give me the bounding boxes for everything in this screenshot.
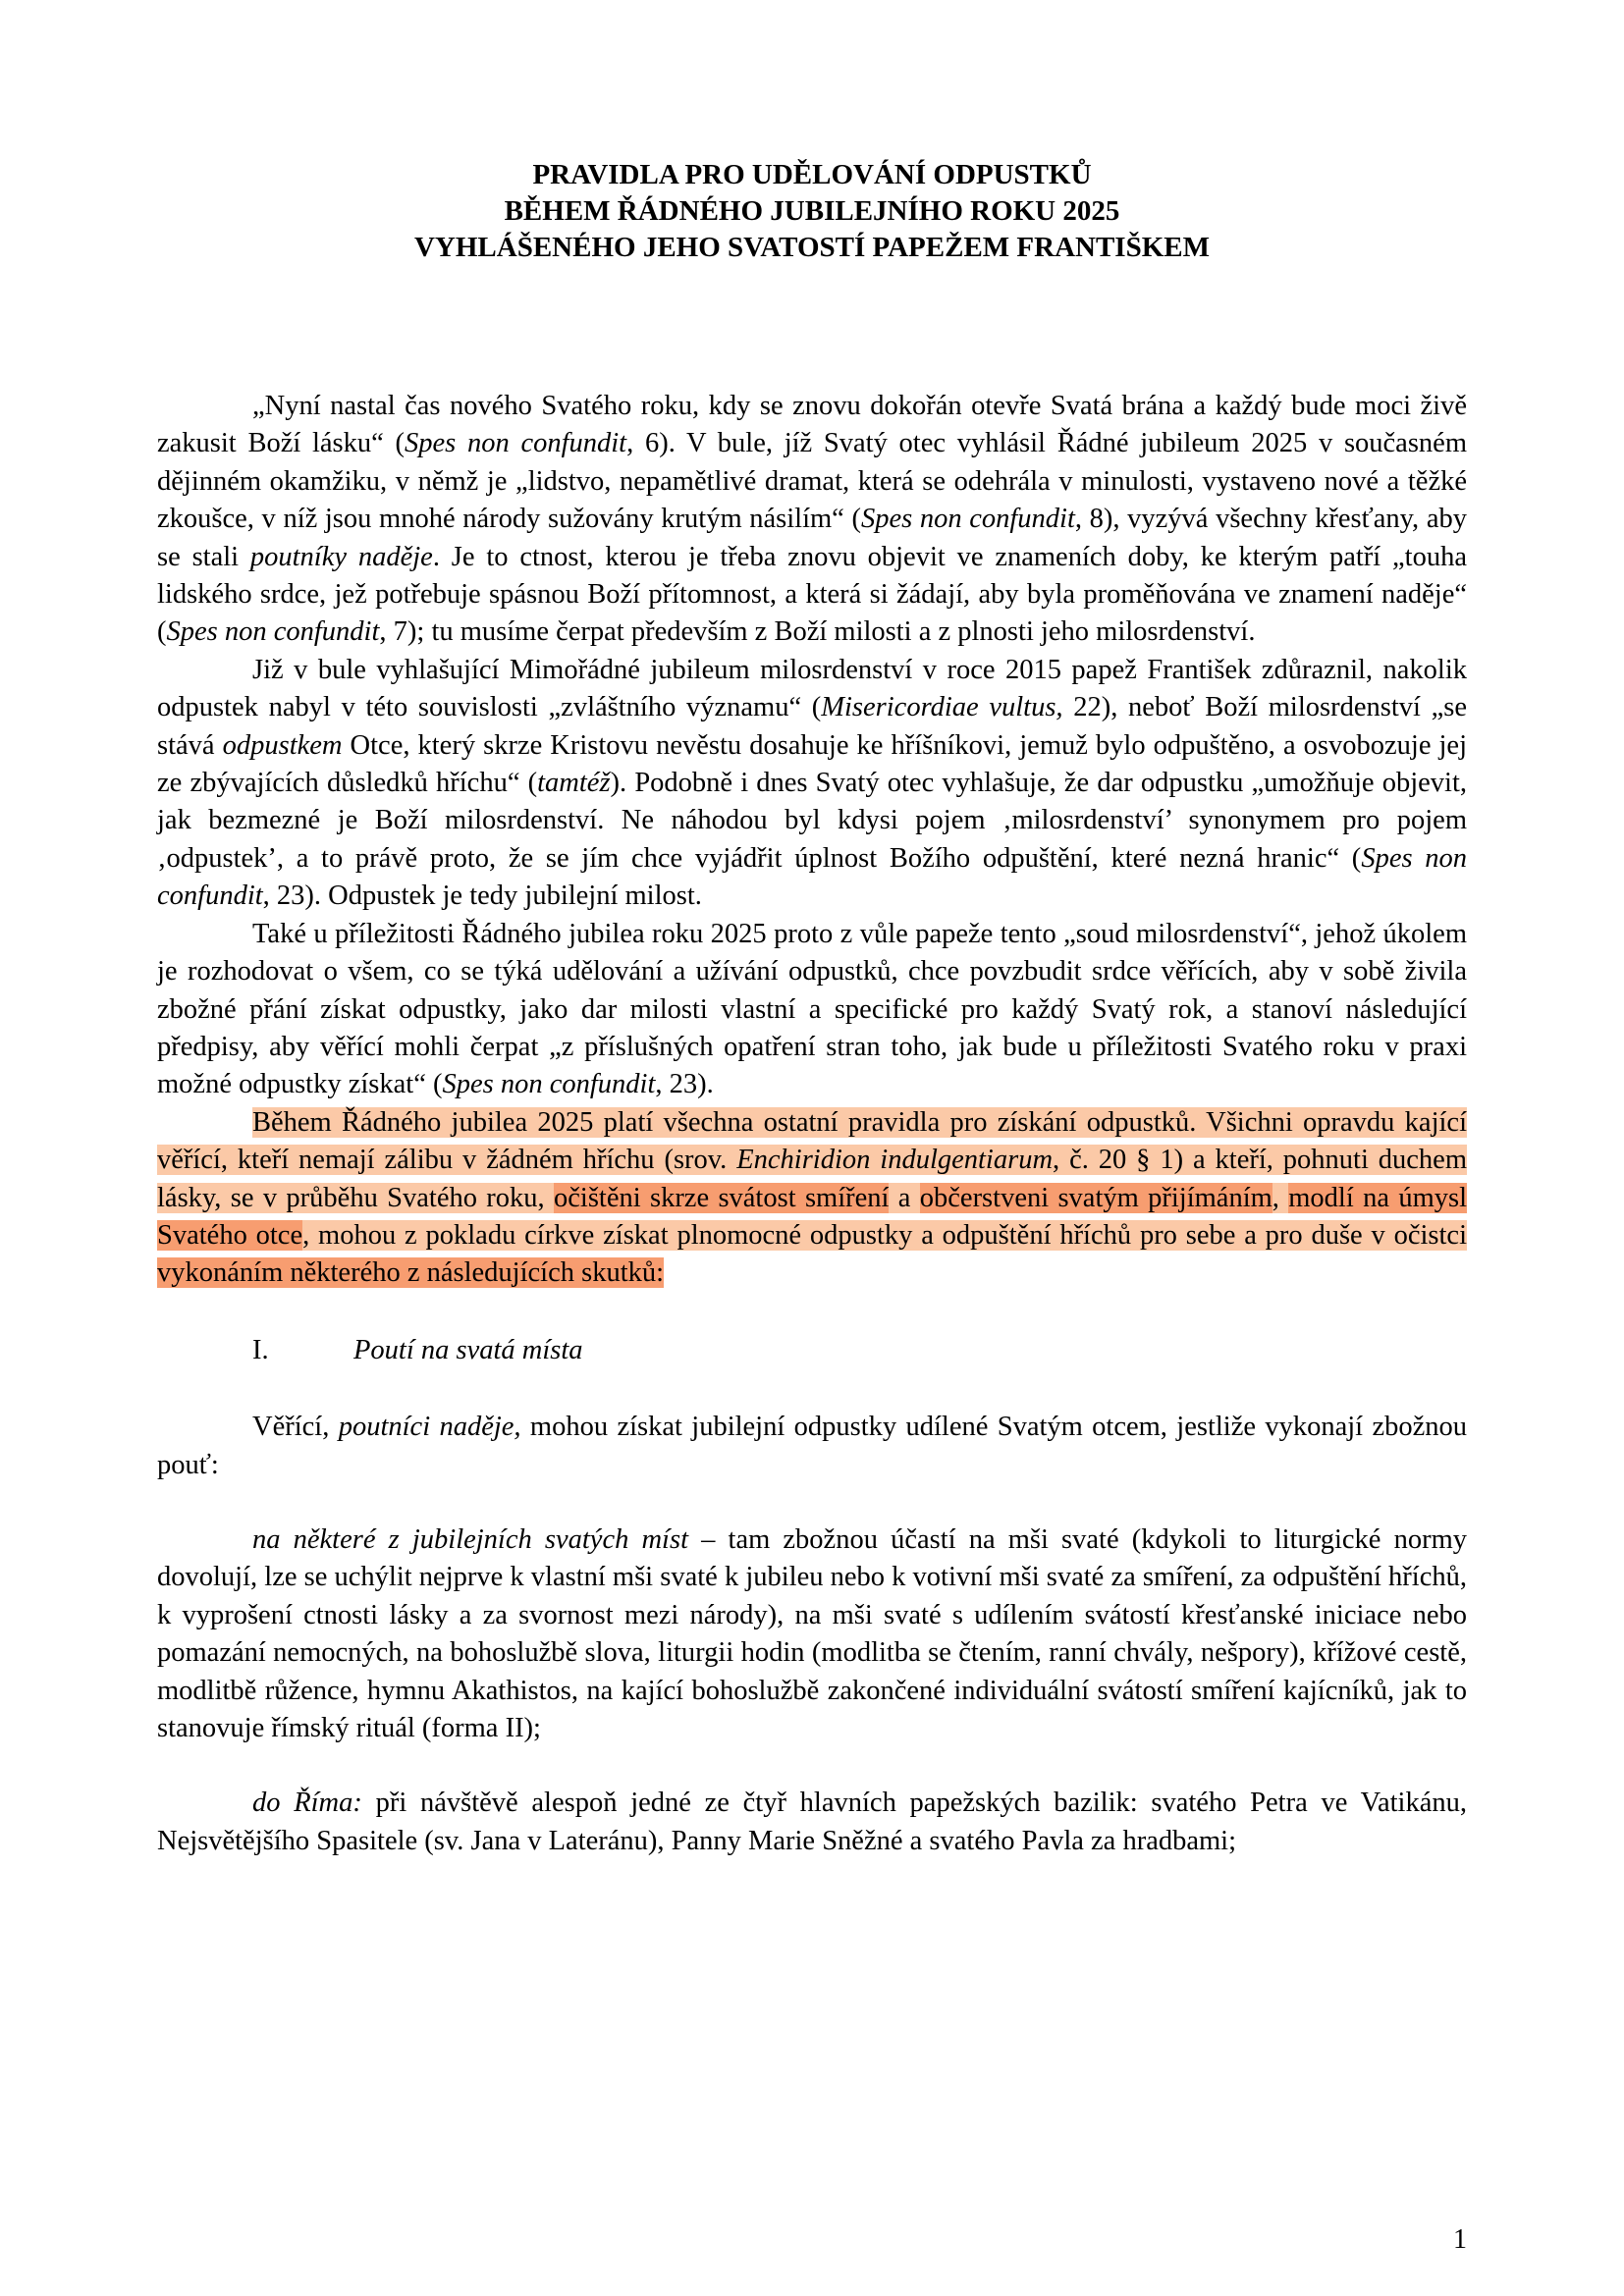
paragraph-6 [157, 1522, 1467, 1747]
text-run: ). Podobně i dnes Svatý otec vyhlašuje, že dar odpustku „umožňuje objevit, jak bezmezné je Boží milosrdenství. Ne náhodou byl kdysi pojem ‚milosrdenství’ synonymem pro pojem ‚odpustek’, a to právě proto, že se jím chce vyjádřit úplnost Božího odpuštění, které nezná hranic“ ( [157, 768, 1467, 874]
text-run: , 23). [655, 1069, 714, 1100]
section-number: I. [252, 1334, 269, 1365]
emphasis: do Říma: [252, 1788, 362, 1819]
page-number: 1 [1453, 2224, 1467, 2255]
text-run: , 8), vyzývá všechny křesťany, aby se stali [157, 504, 1467, 572]
highlight-light: , [1272, 1182, 1289, 1213]
title-line-2: BĚHEM ŘÁDNÉHO JUBILEJNÍHO ROKU 2025 [504, 195, 1120, 227]
document-title [157, 157, 1467, 266]
text-run: Věřící, [252, 1412, 339, 1443]
paragraph-2 [157, 652, 1467, 916]
highlight-strong: modlí na úmysl Svatého otce [157, 1182, 1467, 1251]
highlight-light: , mohou z pokladu církve získat plnomocné odpustky a odpuštění hříchů pro sebe a pro duše v očistci [302, 1219, 1467, 1251]
citation: Spes non confundit [157, 842, 1467, 912]
citation: Spes non confundit [405, 428, 627, 459]
text-run: Otce, který skrze Kristovu nevěstu dosahuje ke hříšníkovi, jemuž bylo odpuštěno, a osvobozuje jej ze zbývajících důsledků hříchu“ ( [157, 729, 1468, 799]
highlight-light: a [889, 1182, 920, 1213]
title-line-3: VYHLÁŠENÉHO JEHO SVATOSTÍ PAPEŽEM FRANTIŠKEM [413, 232, 1210, 263]
text-run: mohou získat jubilejní odpustky udílené Svatým otcem, jestliže vykonají zbožnou pouť: [157, 1412, 1467, 1480]
citation: tamtéž [537, 768, 611, 799]
paragraph-7 [157, 1785, 1467, 1860]
citation: Spes non confundit [860, 504, 1075, 535]
text-run: Také u příležitosti Řádného jubilea roku 2025 proto z vůle papeže tento „soud milosrdenství“, jehož úkolem je rozhodovat o všem, co se týká udělování a užívání odpustků, chce povzbudit srdce věřících, aby v sobě živila zbožné přání získat odpustky, jako dar milosti vlastní a specifické pro každý Svatý rok, a stanoví následující předpisy, aby věřící mohli čerpat „z příslušných opatření stran toho, jak bude u příležitosti Svatého roku v praxi možné odpustky získat“ ( [157, 918, 1467, 1100]
citation: Misericordiae vultus, [821, 692, 1063, 723]
section-heading [157, 1332, 1467, 1369]
paragraph-4-highlighted [157, 1104, 1467, 1293]
highlight-light-citation: Enchiridion indulgentiarum [736, 1145, 1054, 1176]
paragraph-5 [157, 1409, 1467, 1484]
emphasis: odpustkem [222, 729, 343, 761]
text-run: „Nyní nastal čas nového Svatého roku, kdy se znovu dokořán otevře Svatá brána a každý bude moci živě zakusit Boží lásku“ ( [157, 391, 1467, 459]
title-line-1: PRAVIDLA PRO UDĚLOVÁNÍ ODPUSTKŮ [532, 159, 1092, 190]
text-run: , 7); tu musíme čerpat především z Boží milosti a z plnosti jeho milosrdenství. [379, 616, 1256, 648]
citation: Spes non confundit [442, 1069, 656, 1100]
text-run: 22), neboť Boží milosrdenství „se stává [157, 692, 1467, 761]
citation: Spes non confundit [166, 616, 380, 648]
emphasis: poutníky naděje [249, 541, 433, 572]
text-run: – tam zbožnou účastí na mši svaté (kdykoli to liturgické normy dovolují, lze se uchýlit nejprve k vlastní mši svaté k jubileu nebo k votivní mši svaté za smíření, za odpuštění hříchů, k vyprošení ctnosti lásky a za svornost mezi národy), na mši svaté s udílením svátostí křesťanské iniciace nebo pomazání nemocných, na bohoslužbě slova, liturgii hodin (modlitba se čtením, ranní chvály, nešpory), křížové cestě, modlitbě růžence, hymnu Akathistos, na kající bohoslužbě zakončené individuální svátostí smíření kajícníků, jak to stanovuje římský rituál (forma II); [157, 1523, 1467, 1743]
emphasis: poutníci naděje, [338, 1412, 521, 1443]
paragraph-1 [157, 388, 1467, 652]
highlight-light: , č. 20 § 1) a kteří, pohnuti duchem lásky, se v průběhu Svatého roku, [157, 1145, 1467, 1213]
text-run: , 6). V bule, jíž Svatý otec vyhlásil Řádné jubileum 2025 v současném dějinném okamžiku, v němž je „lidstvo, nepamětlivé dramat, která se odehrála v minulosti, vystaveno nové a těžké zkoušce, v níž jsou mnohé národy sužovány krutým násilím“ ( [157, 428, 1467, 535]
document-body [157, 388, 1467, 1860]
text-run: . Je to ctnost, kterou je třeba znovu objevit ve znameních doby, ke kterým patří „touha lidského srdce, jež potřebuje spásnou Boží přítomnost, a která si žádají, aby byla proměňována ve znamení naděje“ ( [157, 541, 1467, 648]
highlight-strong: občerstveni svatým přijímáním [919, 1182, 1272, 1213]
section-title: Poutí na svatá místa [353, 1334, 583, 1365]
highlight-strong: očištěni skrze svátost smíření [554, 1182, 890, 1213]
text-run: Již v bule vyhlašující Mimořádné jubileum milosrdenství v roce 2015 papež František zdůraznil, nakolik odpustek nabyl v této souvislosti „zvláštního významu“ ( [157, 654, 1467, 723]
highlight-light: Během Řádného jubilea 2025 platí všechna ostatní pravidla pro získání odpustků. Všichni opravdu kající věřící, kteří nemají zálibu v žádném hříchu (srov. [157, 1106, 1467, 1176]
highlight-strong: vykonáním některého z následujících skutků: [157, 1257, 665, 1289]
emphasis: na některé z jubilejních svatých míst [252, 1523, 688, 1555]
text-run: při návštěvě alespoň jedné ze čtyř hlavních papežských bazilik: svatého Petra ve Vatikánu, Nejsvětějšího Spasitele (sv. Jana v Lateránu), Panny Marie Sněžné a svatého Pavla za hradbami; [157, 1788, 1467, 1856]
text-run: , 23). Odpustek je tedy jubilejní milost. [262, 881, 702, 912]
paragraph-3 [157, 916, 1467, 1104]
